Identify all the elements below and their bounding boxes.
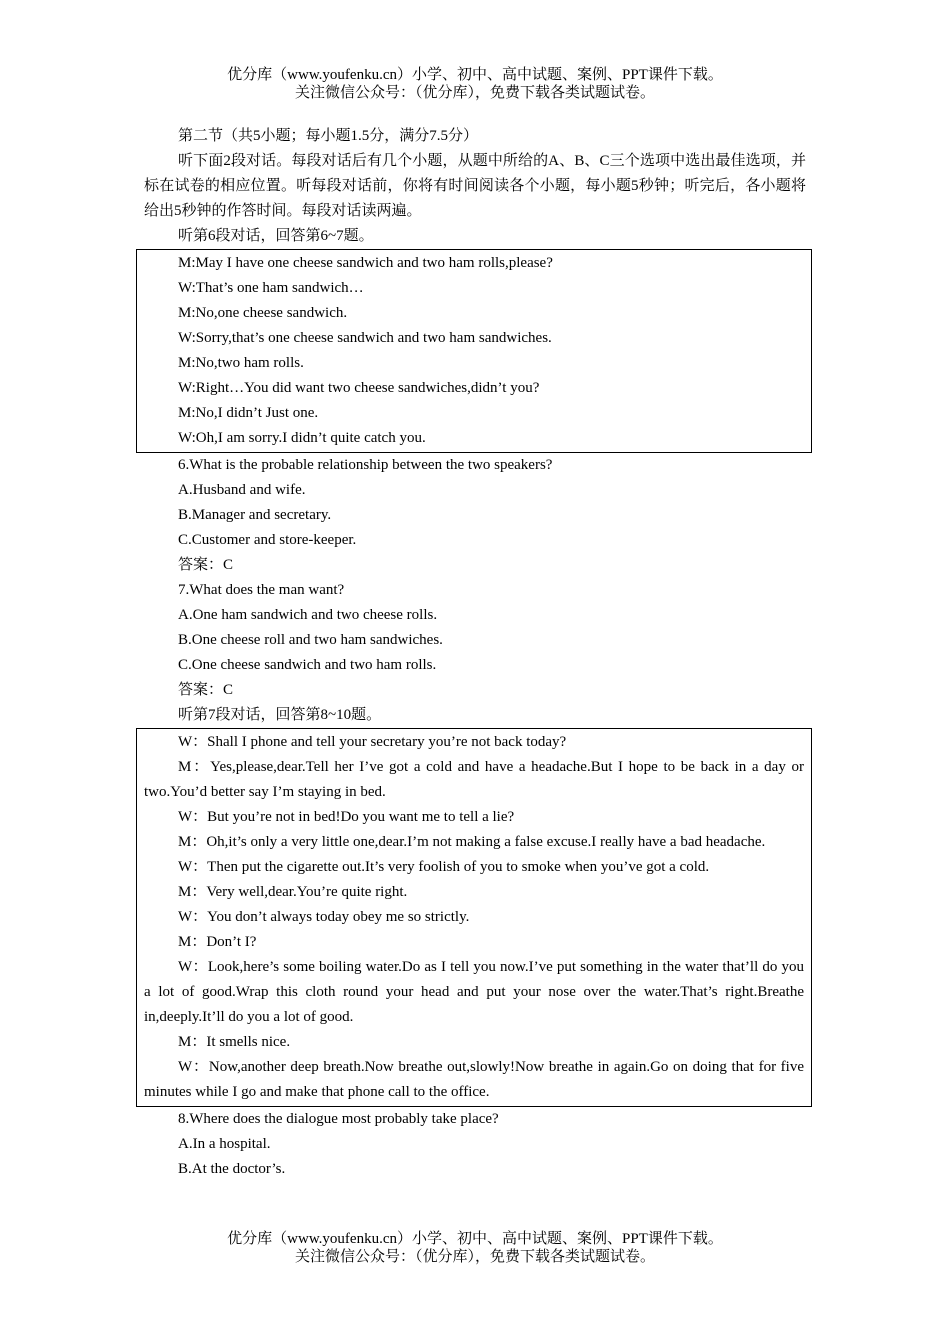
dialogue-line: W：Shall I phone and tell your secretary you’re not back today? — [178, 734, 567, 750]
dialogue-line: M:No,two ham rolls. — [178, 355, 304, 371]
dialogue-line: W：Now,another deep breath.Now breathe out,slowly!Now breathe in again.Go on doing that for five minutes while I go and make that phone call to the office. — [144, 1059, 804, 1100]
dialogue-line: W：But you’re not in bed!Do you want me to tell a lie? — [178, 809, 515, 825]
dialogue-line: M:No,I didn’t Just one. — [178, 405, 319, 421]
option-b: B.At the doctor’s. — [178, 1161, 286, 1177]
option-b: B.One cheese roll and two ham sandwiches. — [178, 632, 443, 648]
option-b: B.Manager and secretary. — [178, 507, 332, 523]
dialogue-6-transcript — [136, 249, 812, 453]
answer-6: 答案：C — [178, 557, 234, 573]
answer-7: 答案：C — [178, 682, 234, 698]
dialogue-line: W：Look,here’s some boiling water.Do as I tell you now.I’ve put something in the water that’ll do you a lot of good.Wrap this cloth round your head and put your nose over the water.That’s right.Breathe in,deeply.It’ll do you a lot of good. — [144, 959, 804, 1025]
question-7: 7.What does the man want? — [178, 582, 345, 598]
dialogue-line: W:Right…You did want two cheese sandwiches,didn’t you? — [178, 380, 540, 396]
option-a: A.Husband and wife. — [178, 482, 306, 498]
dialogue-line: W:Sorry,that’s one cheese sandwich and two ham sandwiches. — [178, 330, 552, 346]
dialogue-line: W：Then put the cigarette out.It’s very foolish of you to smoke when you’ve got a cold. — [178, 859, 710, 875]
dialogue-6-intro: 听第6段对话，回答第6~7题。 — [178, 228, 374, 244]
dialogue-line: W：You don’t always today obey me so strictly. — [178, 909, 470, 925]
option-a: A.One ham sandwich and two cheese rolls. — [178, 607, 438, 623]
dialogue-line: M：Oh,it’s only a very little one,dear.I’m not making a false excuse.I really have a bad headache. — [178, 834, 766, 850]
dialogue-line: W:Oh,I am sorry.I didn’t quite catch you. — [178, 430, 426, 446]
dialogue-line: M：Yes,please,dear.Tell her I’ve got a cold and have a headache.But I hope to be back in a day or two.You’d better say I’m staying in bed. — [144, 759, 804, 800]
header-line-1: 优分库（www.youfenku.cn）小学、初中、高中试题、案例、PPT课件下载。 — [227, 67, 723, 83]
dialogue-7-transcript — [136, 728, 812, 1107]
page-header — [0, 66, 950, 102]
section-instructions: 听下面2段对话。每段对话后有几个小题，从题中所给的A、B、C三个选项中选出最佳选项，并标在试卷的相应位置。听每段对话前，你将有时间阅读各个小题，每小题5秒钟；听完后，各小题将给出5秒钟的作答时间。每段对话读两遍。 — [144, 153, 806, 219]
option-c: C.Customer and store-keeper. — [178, 532, 357, 548]
dialogue-line: M：It smells nice. — [178, 1034, 291, 1050]
page-footer — [0, 1230, 950, 1266]
dialogue-7-intro: 听第7段对话，回答第8~10题。 — [178, 707, 382, 723]
dialogue-line: M：Very well,dear.You’re quite right. — [178, 884, 408, 900]
dialogue-line: M：Don’t I? — [178, 934, 257, 950]
dialogue-line: M:May I have one cheese sandwich and two ham rolls,please? — [178, 255, 553, 271]
dialogue-line: W:That’s one ham sandwich… — [178, 280, 364, 296]
dialogue-line: M:No,one cheese sandwich. — [178, 305, 348, 321]
header-line-2: 关注微信公众号：（优分库），免费下载各类试题试卷。 — [294, 85, 655, 101]
question-6: 6.What is the probable relationship between the two speakers? — [178, 457, 553, 473]
footer-line-2: 关注微信公众号：（优分库），免费下载各类试题试卷。 — [294, 1249, 655, 1265]
question-8: 8.Where does the dialogue most probably take place? — [178, 1111, 499, 1127]
section-title: 第二节（共5小题；每小题1.5分，满分7.5分） — [178, 128, 479, 144]
option-a: A.In a hospital. — [178, 1136, 271, 1152]
option-c: C.One cheese sandwich and two ham rolls. — [178, 657, 437, 673]
footer-line-1: 优分库（www.youfenku.cn）小学、初中、高中试题、案例、PPT课件下载。 — [227, 1231, 723, 1247]
page-content — [144, 124, 806, 1182]
